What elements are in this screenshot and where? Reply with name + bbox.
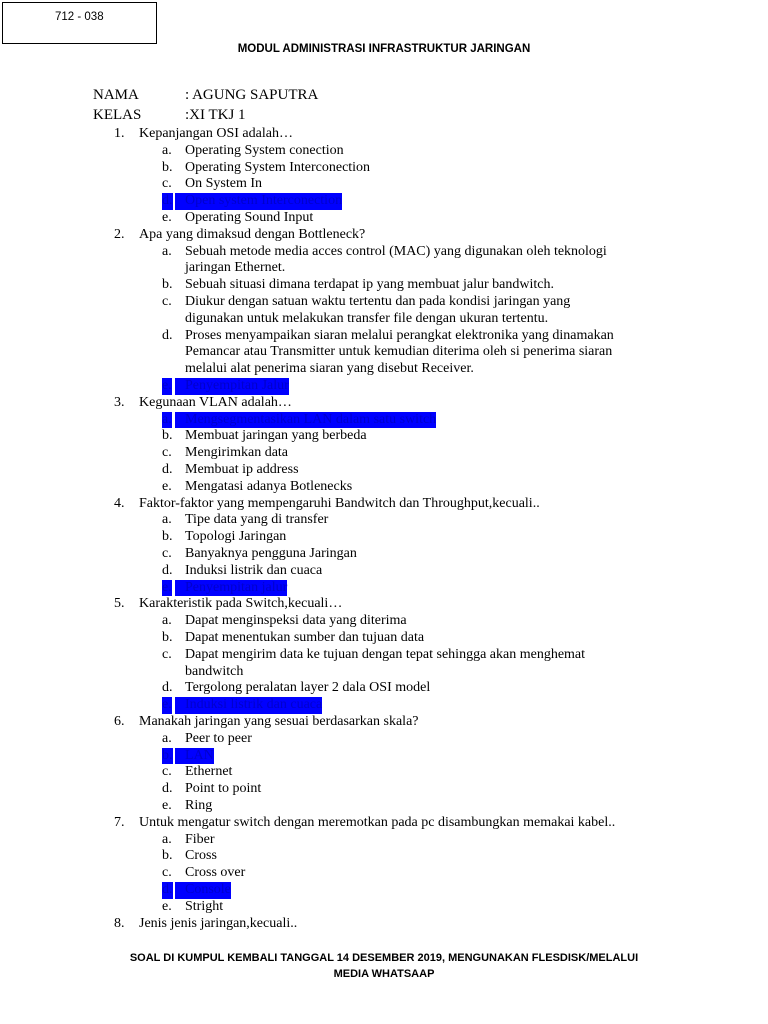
selected-answer: Console [175,882,231,899]
question-number: 4. [114,495,125,511]
option-letter: b. [162,630,173,645]
question-number: 7. [114,814,125,830]
selected-answer: Mengsegmentasikan LAN dalam satu switch [175,412,436,429]
option-text: Operating System Interconection [185,159,371,175]
question-number: 8. [114,915,125,931]
option-letter: c. [162,176,172,192]
option-letter: e. [162,478,172,494]
option-letter: a. [162,142,172,158]
selected-answer: Open system Interconection [175,193,342,210]
question-text: Untuk mengatur switch dengan meremotkan pada pc disambungkan memakai kabel.. [139,814,616,830]
option-letter: c. [162,294,172,309]
option-letter: b. [162,848,173,864]
option-text: Membuat jaringan yang berbeda [185,428,367,444]
document-code-box [2,2,157,44]
option-letter: d. [162,781,173,797]
option-text: Mengatasi adanya Botlenecks [185,478,353,494]
option-letter: b. [162,428,173,444]
option-text: Cross over [185,865,246,881]
question-number: 3. [114,394,125,410]
footer-note [0,950,768,982]
option-letter: b. [162,277,173,293]
question-text: Manakah jaringan yang sesuai berdasarkan skala? [139,714,419,729]
option-letter: d. [162,680,173,696]
footer-line-2: MEDIA WHATSAAP [333,968,435,980]
option-letter: c. [162,865,172,881]
option-text: jaringan Ethernet. [185,260,286,276]
option-text: Sebuah metode media acces control (MAC) yang digunakan oleh teknologi [185,243,607,259]
option-text: Point to point [185,781,262,797]
option-text: Dapat menginspeksi data yang diterima [185,613,407,629]
option-letter: b. [162,159,173,175]
option-text: Ethernet [185,764,233,780]
question-text: Apa yang dimaksud dengan Bottleneck? [139,226,366,242]
selected-answer: Induksi listrik dan cuaca [175,697,322,714]
option-letter: e. [162,378,172,393]
student-class-row [93,107,246,124]
question-number: 2. [114,226,125,242]
selected-answer: Penyempitan jalur [175,580,287,597]
question-text: Kegunaan VLAN adalah… [139,394,292,410]
option-letter: a. [162,243,172,259]
option-text: Mengirimkan data [185,445,289,461]
footer-line-1: SOAL DI KUMPUL KEMBALI TANGGAL 14 DESEMBER 2019, MENGUNAKAN FLESDISK/MELALUI [129,952,639,964]
option-text: Topologi Jaringan [185,529,287,545]
class-value: :XI TKJ 1 [185,107,246,123]
option-text: melalui alat penerima siaran yang disebut Receiver. [185,361,474,377]
option-letter: d. [162,462,173,477]
question-number: 5. [114,596,125,612]
option-text: Peer to peer [185,730,252,746]
option-letter: a. [162,613,172,629]
option-letter: c. [162,445,172,461]
option-text: Dapat mengirim data ke tujuan dengan tepat sehingga akan menghemat [185,646,586,662]
option-text: Proses menyampaikan siaran melalui perangkat elektronika yang dinamakan [185,327,614,343]
question-number: 6. [114,714,125,729]
option-text: Operating System conection [185,142,344,158]
question-text: Faktor-faktor yang mempengaruhi Bandwitch dan Throughput,kecuali.. [139,495,540,511]
option-text: Stright [185,898,224,914]
option-letter: c. [162,764,172,780]
selected-answer: Penyempitan Jalur [175,378,289,395]
document-code: 712 - 038 [55,11,104,23]
question-number: 1. [114,126,125,141]
student-name-row [93,87,318,104]
option-text: bandwitch [185,663,244,679]
option-letter: e. [162,798,172,813]
option-letter: e. [162,697,172,713]
option-letter: c. [162,646,172,662]
option-text: Induksi listrik dan cuaca [185,562,323,578]
question-text: Kepanjangan OSI adalah… [139,126,293,141]
page-title: MODUL ADMINISTRASI INFRASTRUKTUR JARINGAN [237,43,531,55]
option-letter: e. [162,210,172,225]
option-letter: d. [162,562,173,578]
option-letter: d. [162,327,173,343]
class-label: KELAS [93,107,142,123]
selected-answer: LAN [175,748,214,765]
option-letter: a. [162,411,172,427]
option-letter: e. [162,579,172,595]
option-text: On System In [185,176,262,192]
option-text: Diukur dengan satuan waktu tertentu dan pada kondisi jaringan yang [185,294,571,309]
option-letter: a. [162,512,172,528]
option-letter: e. [162,898,172,914]
option-text: Banyaknya pengguna Jaringan [185,546,357,561]
option-text: Tergolong peralatan layer 2 dala OSI model [185,680,431,696]
option-letter: c. [162,546,172,561]
option-letter: d. [162,882,173,897]
question-text: Karakteristik pada Switch,kecuali… [139,596,343,612]
option-letter: a. [162,831,172,847]
option-text: Operating Sound Input [185,210,314,225]
question-text: Jenis jenis jaringan,kecuali.. [139,915,298,931]
option-letter: b. [162,747,173,763]
option-text: Sebuah situasi dimana terdapat ip yang membuat jalur bandwitch. [185,277,554,293]
option-letter: b. [162,529,173,545]
option-text: Pemancar atau Transmitter untuk kemudian diterima oleh si penerima siaran [185,344,613,360]
option-text: Fiber [185,831,215,847]
option-text: Ring [185,798,213,813]
name-label: NAMA [93,87,139,103]
option-letter: d. [162,193,173,209]
option-text: digunakan untuk melakukan transfer file dengan ukuran tertentu. [185,310,549,326]
option-letter: a. [162,730,172,746]
option-text: Tipe data yang di transfer [185,512,329,528]
option-text: Membuat ip address [185,462,299,477]
option-text: Dapat menentukan sumber dan tujuan data [185,630,425,645]
name-value: : AGUNG SAPUTRA [185,87,319,103]
option-text: Cross [185,848,217,864]
